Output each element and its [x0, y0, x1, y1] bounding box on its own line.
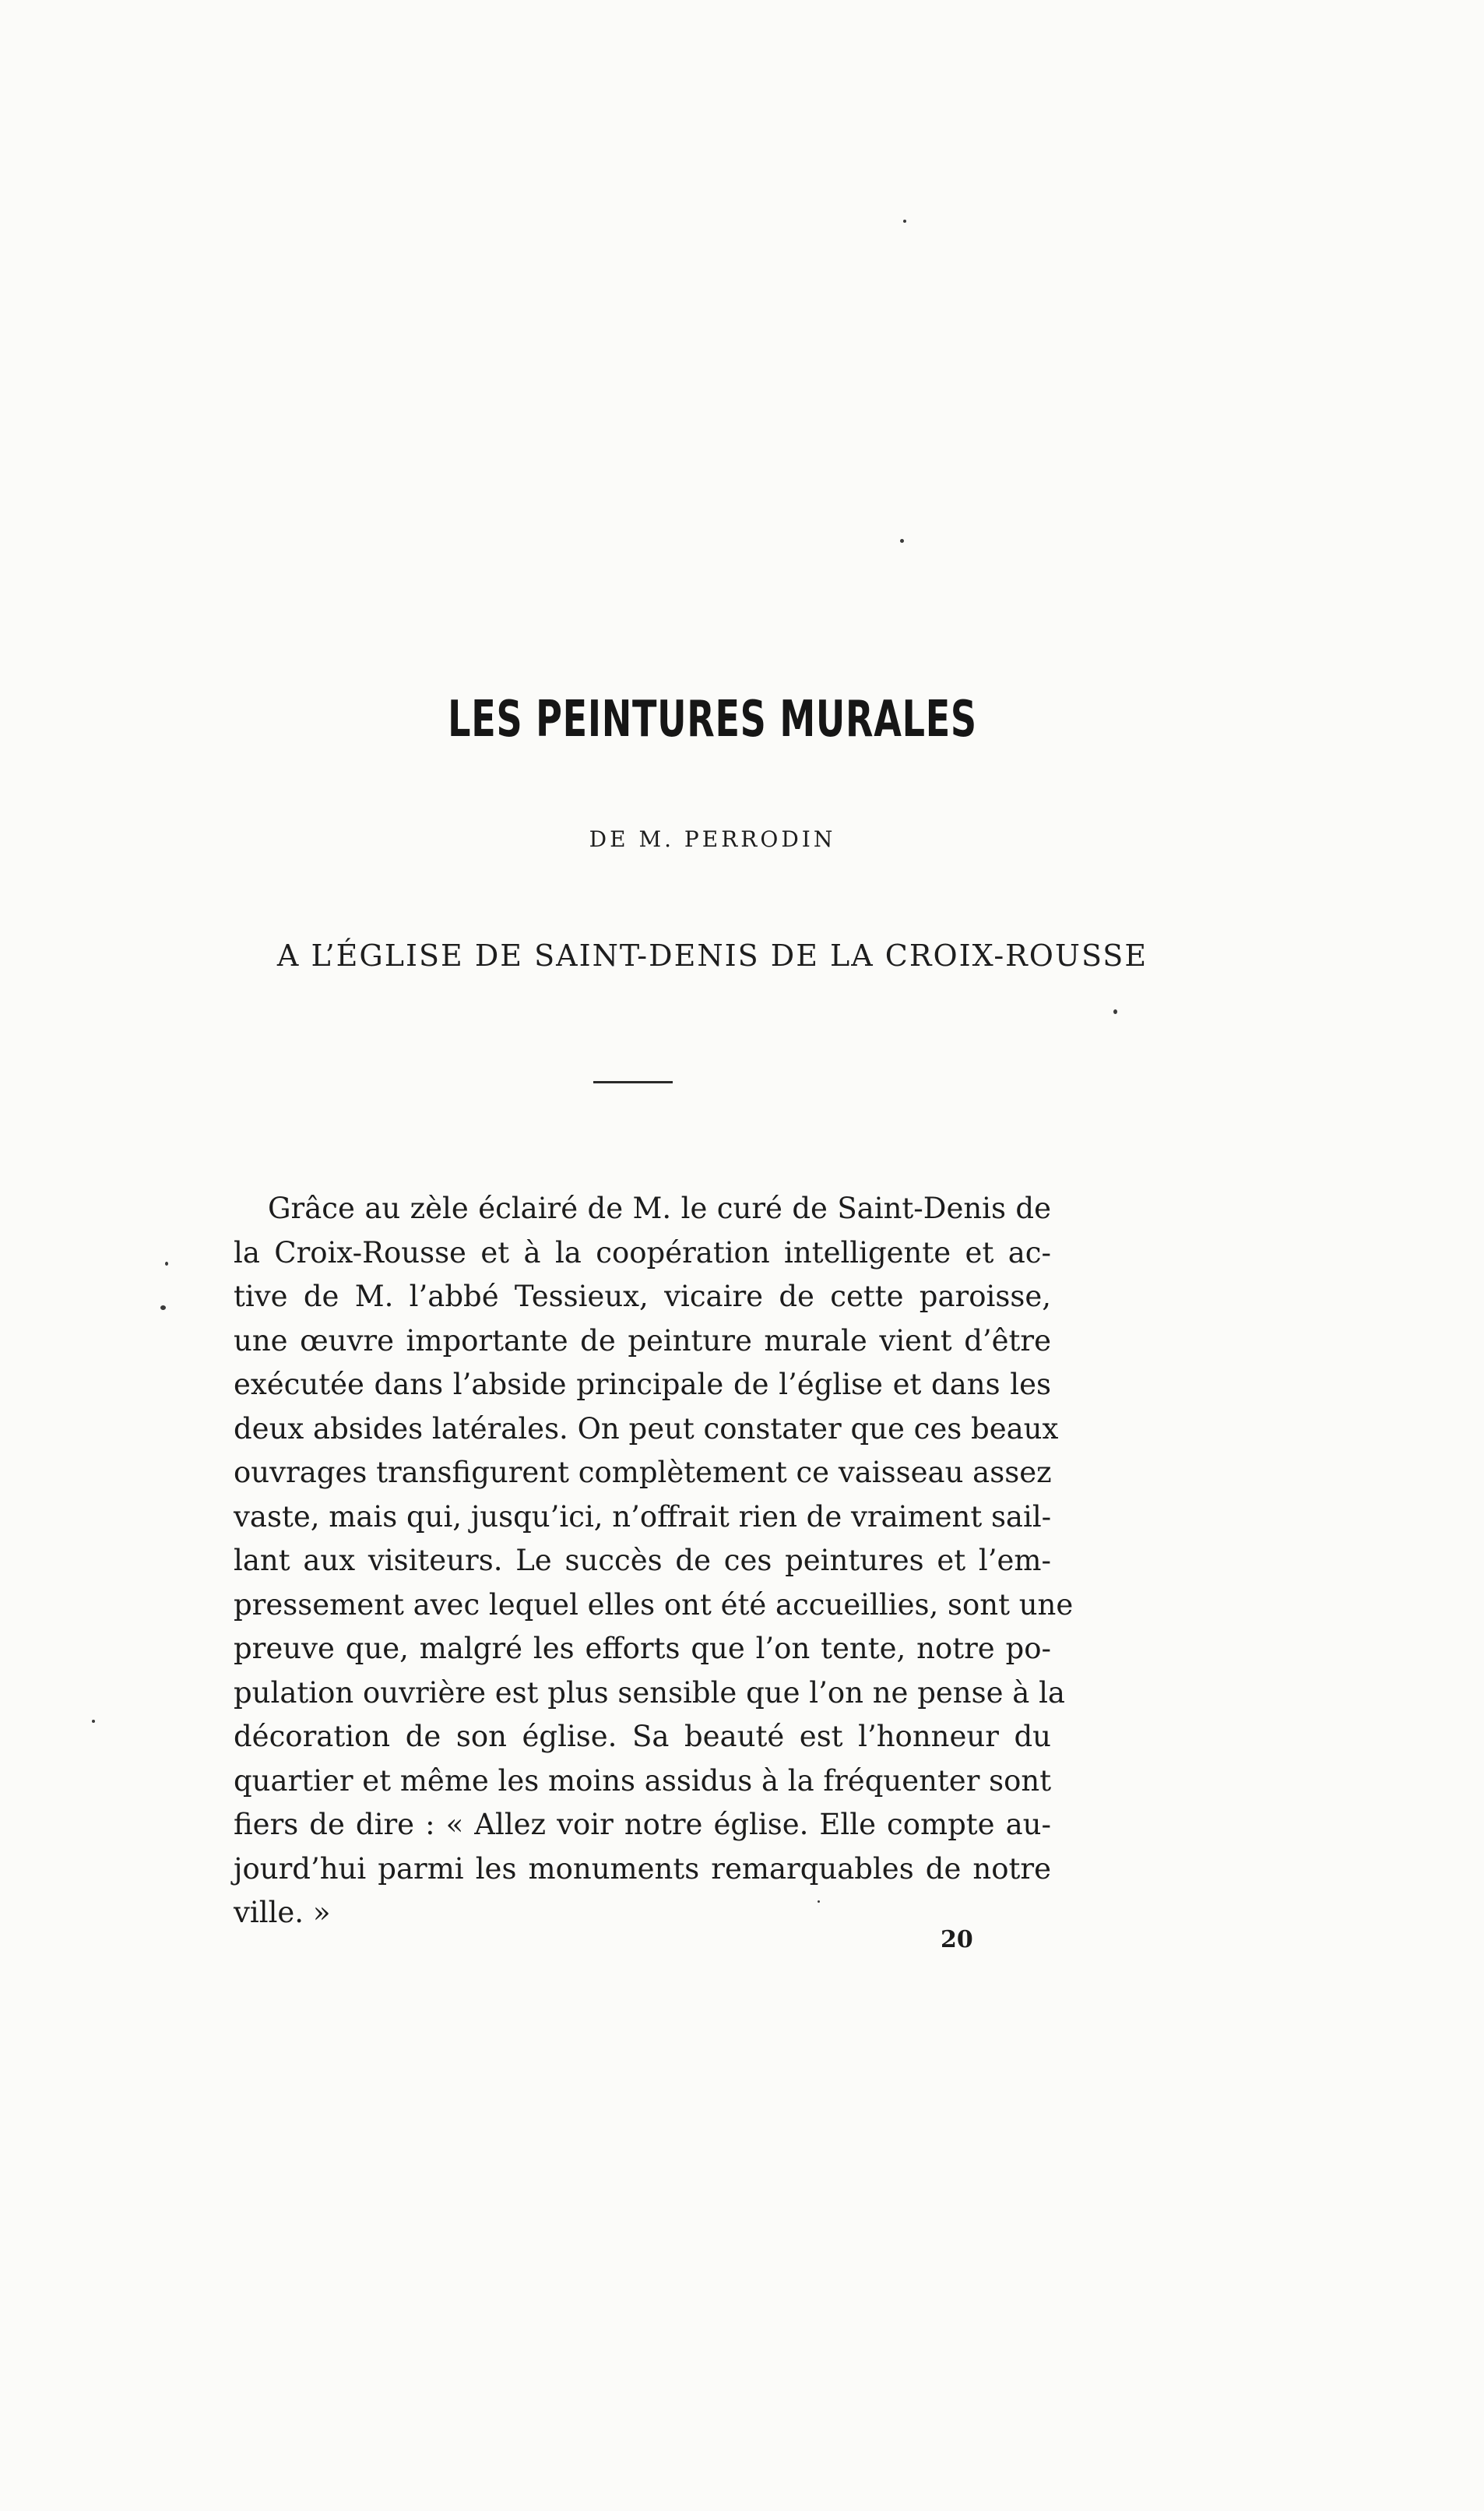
paragraph-line: Grâce au zèle éclairé de M. le curé de Saint-Denis de — [268, 1192, 1051, 1225]
article-subtitle: DE M. PERRODIN — [589, 826, 836, 852]
scan-speck — [92, 1720, 95, 1723]
body-paragraph — [234, 1187, 1074, 1935]
scan-speck — [160, 1305, 166, 1310]
scan-speck — [1113, 1009, 1117, 1014]
scan-speck — [165, 1262, 168, 1266]
paragraph-line: vaste, mais qui, jusqu’ici, n’offrait rien de vraiment sail- — [234, 1499, 1052, 1534]
paragraph-line: quartier et même les moins assidus à la fréquenter sont — [234, 1763, 1052, 1798]
paragraph-line: jourd’hui parmi les monuments remarquables de notre — [234, 1851, 1051, 1886]
page-number: 20 — [941, 1926, 973, 1953]
paragraph-line: tive de M. l’abbé Tessieux, vicaire de cette paroisse, — [234, 1280, 1051, 1313]
paragraph-line: pressement avec lequel elles ont été accueillies, sont une — [234, 1587, 1074, 1622]
scan-speck — [903, 220, 906, 223]
paragraph-line: preuve que, malgré les efforts que l’on tente, notre po- — [234, 1632, 1051, 1665]
paragraph-line: fiers de dire : « Allez voir notre église. Elle compte au- — [234, 1808, 1051, 1841]
paragraph-line: lant aux visiteurs. Le succès de ces peintures et l’em- — [234, 1544, 1051, 1577]
paragraph-line: ouvrages transfigurent complètement ce vaisseau assez — [234, 1456, 1052, 1489]
scan-speck — [900, 539, 904, 543]
article-location: A L’ÉGLISE DE SAINT-DENIS DE LA CROIX-ROUSSE — [276, 939, 1148, 973]
section-divider — [593, 1081, 673, 1083]
paragraph-line: décoration de son église. Sa beauté est l’honneur du — [234, 1720, 1051, 1753]
paragraph-line: ville. » — [234, 1896, 331, 1929]
article-title: LES PEINTURES MURALES — [448, 691, 977, 748]
paragraph-line: exécutée dans l’abside principale de l’église et dans les — [234, 1368, 1051, 1401]
paragraph-line: la Croix-Rousse et à la coopération intelligente et ac- — [234, 1235, 1051, 1270]
paragraph-line: pulation ouvrière est plus sensible que l’on ne pense à la — [234, 1675, 1065, 1710]
paragraph-line: deux absides latérales. On peut constater que ces beaux — [234, 1411, 1059, 1446]
paragraph-line: une œuvre importante de peinture murale vient d’être — [234, 1323, 1051, 1358]
